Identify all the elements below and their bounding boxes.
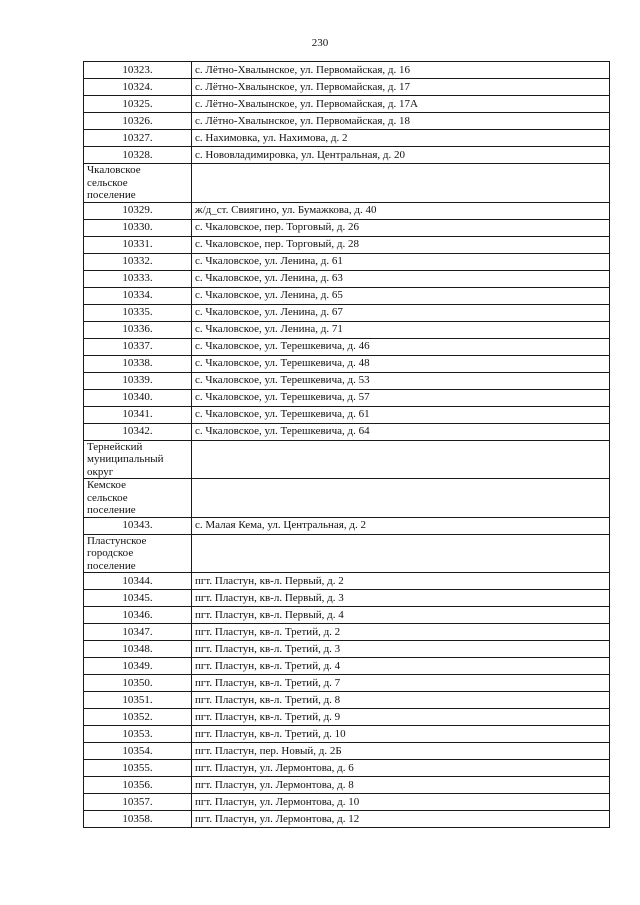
row-number: 10327.	[84, 130, 192, 147]
row-address: с. Чкаловское, пер. Торговый, д. 26	[192, 219, 610, 236]
row-address: с. Малая Кема, ул. Центральная, д. 2	[192, 517, 610, 534]
row-address: с. Чкаловское, ул. Ленина, д. 61	[192, 253, 610, 270]
row-number: 10335.	[84, 304, 192, 321]
table-row	[84, 202, 610, 219]
row-address: пгт. Пластун, ул. Лермонтова, д. 6	[192, 760, 610, 777]
group-empty-cell	[192, 479, 610, 518]
row-number: 10332.	[84, 253, 192, 270]
row-number: 10358.	[84, 811, 192, 828]
row-address: с. Чкаловское, ул. Ленина, д. 71	[192, 321, 610, 338]
group-label-line: городское	[87, 547, 134, 559]
row-address: с. Чкаловское, ул. Терешкевича, д. 64	[192, 423, 610, 440]
row-address: с. Нахимовка, ул. Нахимова, д. 2	[192, 130, 610, 147]
row-address: с. Чкаловское, ул. Ленина, д. 67	[192, 304, 610, 321]
table-row	[84, 590, 610, 607]
row-number: 10326.	[84, 113, 192, 130]
row-address: с. Чкаловское, ул. Терешкевича, д. 48	[192, 355, 610, 372]
row-number: 10344.	[84, 573, 192, 590]
row-number: 10341.	[84, 406, 192, 423]
group-header-row	[84, 440, 610, 479]
table-row	[84, 641, 610, 658]
table-row	[84, 658, 610, 675]
table-row	[84, 624, 610, 641]
table-row	[84, 406, 610, 423]
row-number: 10323.	[84, 62, 192, 79]
group-label-line: муниципальный	[87, 453, 164, 465]
row-address: с. Чкаловское, ул. Терешкевича, д. 46	[192, 338, 610, 355]
row-number: 10339.	[84, 372, 192, 389]
row-number: 10350.	[84, 675, 192, 692]
table-row	[84, 517, 610, 534]
row-number: 10354.	[84, 743, 192, 760]
group-empty-cell	[192, 534, 610, 573]
row-number: 10325.	[84, 96, 192, 113]
row-number: 10330.	[84, 219, 192, 236]
table-row	[84, 304, 610, 321]
group-empty-cell	[192, 440, 610, 479]
row-number: 10355.	[84, 760, 192, 777]
row-address: ж/д_ст. Свиягино, ул. Бумажкова, д. 40	[192, 202, 610, 219]
table-row	[84, 321, 610, 338]
group-label	[84, 479, 192, 518]
row-address: пгт. Пластун, кв-л. Третий, д. 8	[192, 692, 610, 709]
group-label-line: Чкаловское	[87, 164, 141, 176]
row-number: 10334.	[84, 287, 192, 304]
row-address: с. Нововладимировка, ул. Центральная, д. 20	[192, 147, 610, 164]
row-address: пгт. Пластун, ул. Лермонтова, д. 12	[192, 811, 610, 828]
table-row	[84, 675, 610, 692]
row-address: с. Чкаловское, пер. Торговый, д. 28	[192, 236, 610, 253]
row-number: 10352.	[84, 709, 192, 726]
group-label-line: поселение	[87, 559, 136, 572]
row-address: с. Лётно-Хвалынское, ул. Первомайская, д. 18	[192, 113, 610, 130]
row-number: 10357.	[84, 794, 192, 811]
row-address: с. Чкаловское, ул. Ленина, д. 63	[192, 270, 610, 287]
row-address: пгт. Пластун, кв-л. Третий, д. 7	[192, 675, 610, 692]
row-number: 10328.	[84, 147, 192, 164]
row-address: с. Чкаловское, ул. Терешкевича, д. 53	[192, 372, 610, 389]
group-label-line: округ	[87, 465, 114, 478]
table-row	[84, 130, 610, 147]
row-address: пгт. Пластун, кв-л. Третий, д. 3	[192, 641, 610, 658]
row-number: 10338.	[84, 355, 192, 372]
row-address: с. Чкаловское, ул. Терешкевича, д. 61	[192, 406, 610, 423]
group-label	[84, 440, 192, 479]
address-table-body	[84, 62, 610, 828]
row-number: 10336.	[84, 321, 192, 338]
row-number: 10348.	[84, 641, 192, 658]
row-number: 10347.	[84, 624, 192, 641]
row-number: 10345.	[84, 590, 192, 607]
table-row	[84, 270, 610, 287]
row-address: пгт. Пластун, кв-л. Третий, д. 2	[192, 624, 610, 641]
row-number: 10353.	[84, 726, 192, 743]
row-number: 10333.	[84, 270, 192, 287]
row-address: пгт. Пластун, ул. Лермонтова, д. 10	[192, 794, 610, 811]
page-number: 230	[311, 37, 329, 49]
row-number: 10337.	[84, 338, 192, 355]
row-address: пгт. Пластун, ул. Лермонтова, д. 8	[192, 777, 610, 794]
table-row	[84, 423, 610, 440]
table-row	[84, 811, 610, 828]
table-row	[84, 389, 610, 406]
table-row	[84, 287, 610, 304]
row-number: 10342.	[84, 423, 192, 440]
table-row	[84, 96, 610, 113]
table-row	[84, 794, 610, 811]
group-label	[84, 534, 192, 573]
row-address: с. Чкаловское, ул. Ленина, д. 65	[192, 287, 610, 304]
row-address: пгт. Пластун, кв-л. Третий, д. 4	[192, 658, 610, 675]
table-row	[84, 726, 610, 743]
table-row	[84, 79, 610, 96]
table-row	[84, 113, 610, 130]
row-number: 10343.	[84, 517, 192, 534]
table-row	[84, 219, 610, 236]
row-number: 10351.	[84, 692, 192, 709]
row-address: пгт. Пластун, кв-л. Первый, д. 3	[192, 590, 610, 607]
row-number: 10356.	[84, 777, 192, 794]
row-number: 10340.	[84, 389, 192, 406]
table-row	[84, 573, 610, 590]
row-number: 10349.	[84, 658, 192, 675]
group-label-line: Пластунское	[87, 534, 147, 547]
row-address: пгт. Пластун, пер. Новый, д. 2Б	[192, 743, 610, 760]
table-row	[84, 236, 610, 253]
table-row	[84, 355, 610, 372]
table-row	[84, 62, 610, 79]
group-empty-cell	[192, 164, 610, 203]
table-row	[84, 607, 610, 624]
group-header-row	[84, 479, 610, 518]
group-label-line: Кемское	[87, 479, 126, 491]
group-label	[84, 164, 192, 203]
group-label-line: сельское	[87, 176, 128, 189]
group-header-row	[84, 534, 610, 573]
table-row	[84, 338, 610, 355]
group-label-line: Тернейский	[87, 440, 143, 453]
row-address: с. Лётно-Хвалынское, ул. Первомайская, д. 17	[192, 79, 610, 96]
table-row	[84, 709, 610, 726]
row-address: с. Лётно-Хвалынское, ул. Первомайская, д. 16	[192, 62, 610, 79]
row-address: пгт. Пластун, кв-л. Первый, д. 4	[192, 607, 610, 624]
row-address: пгт. Пластун, кв-л. Третий, д. 9	[192, 709, 610, 726]
table-row	[84, 743, 610, 760]
row-address: пгт. Пластун, кв-л. Первый, д. 2	[192, 573, 610, 590]
row-address: с. Чкаловское, ул. Терешкевича, д. 57	[192, 389, 610, 406]
group-label-line: поселение	[87, 504, 136, 516]
table-row	[84, 777, 610, 794]
table-row	[84, 147, 610, 164]
table-row	[84, 253, 610, 270]
group-label-line: поселение	[87, 189, 136, 201]
table-row	[84, 372, 610, 389]
row-address: с. Лётно-Хвалынское, ул. Первомайская, д. 17А	[192, 96, 610, 113]
table-row	[84, 760, 610, 777]
address-table	[83, 61, 610, 828]
row-address: пгт. Пластун, кв-л. Третий, д. 10	[192, 726, 610, 743]
row-number: 10346.	[84, 607, 192, 624]
group-label-line: сельское	[87, 491, 128, 504]
group-header-row	[84, 164, 610, 203]
row-number: 10324.	[84, 79, 192, 96]
row-number: 10331.	[84, 236, 192, 253]
row-number: 10329.	[84, 202, 192, 219]
table-row	[84, 692, 610, 709]
